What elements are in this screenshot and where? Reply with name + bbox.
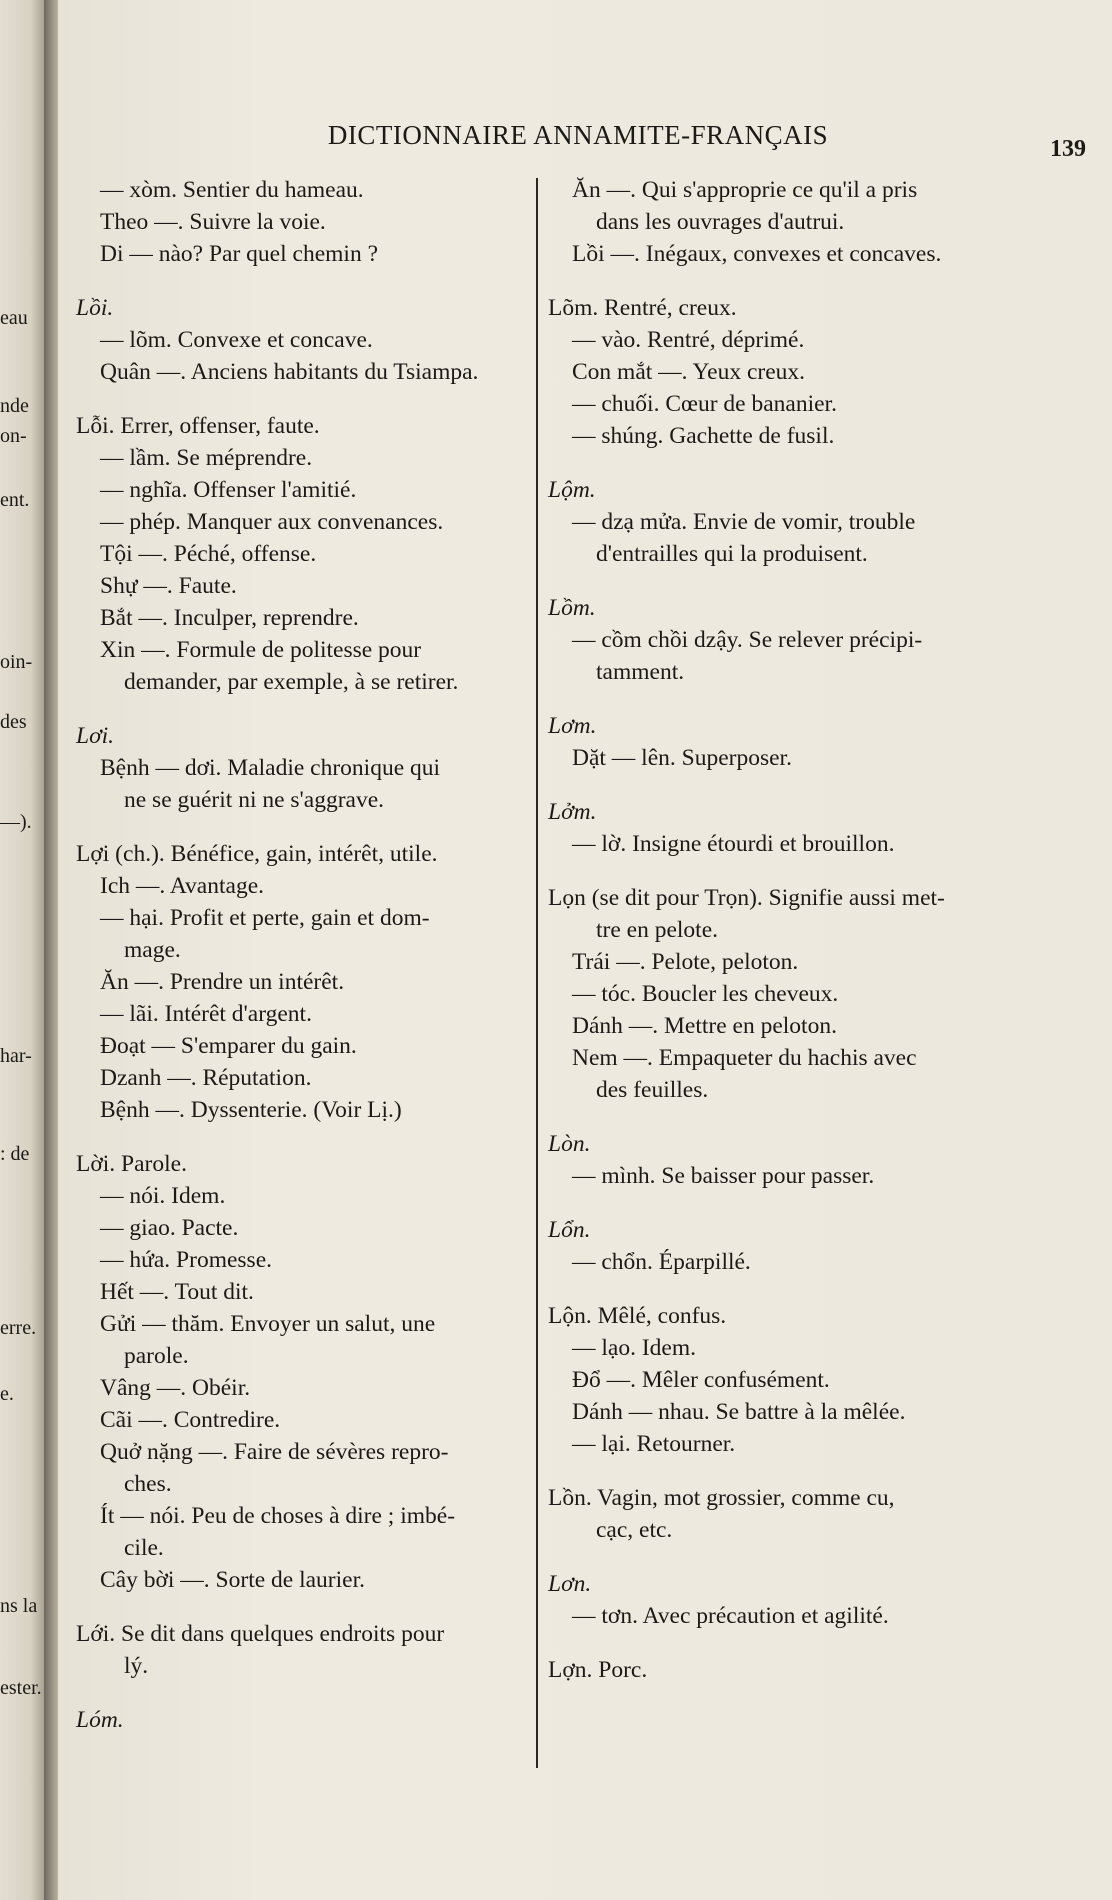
entry-line: Quở nặng —. Faire de sévères repro- <box>100 1439 449 1465</box>
entry-headword: Lọn (se dit pour Trọn). Signifie aussi met- <box>548 885 945 911</box>
dictionary-entry <box>76 1704 524 1736</box>
dictionary-entry <box>548 592 1073 688</box>
entry-line: — phép. Manquer aux convenances. <box>100 509 444 535</box>
entry-line: Di — nào? Par quel chemin ? <box>100 241 378 267</box>
dictionary-entry <box>548 1300 1073 1460</box>
entry-line: Theo —. Suivre la voie. <box>100 209 326 235</box>
entry-line: — lại. Retourner. <box>572 1431 736 1457</box>
left-page-fragment: ent. <box>0 489 30 511</box>
entry-line: — lãi. Intérêt d'argent. <box>100 1001 312 1027</box>
entry-line: — shúng. Gachette de fusil. <box>572 423 835 449</box>
dictionary-entry <box>548 796 1073 860</box>
entry-line: — xòm. Sentier du hameau. <box>100 177 364 203</box>
dictionary-entry <box>76 292 524 388</box>
entry-line: Đổ —. Mêler confusément. <box>572 1367 830 1393</box>
entry-line: — cồm chồi dzậy. Se relever précipi- <box>572 627 923 653</box>
dictionary-entry <box>548 1482 1073 1546</box>
entry-line-continued: ches. <box>124 1471 172 1497</box>
entry-headword: Lợn. Porc. <box>548 1657 648 1683</box>
entry-headword: Lợi (ch.). Bénéfice, gain, intérêt, utile. <box>76 841 438 867</box>
left-page-fragment: ester. <box>0 1677 42 1699</box>
dictionary-entry <box>548 1654 1073 1686</box>
left-page-edge <box>0 0 44 1900</box>
entry-line: — hại. Profit et perte, gain et dom- <box>100 905 430 931</box>
entry-line: Lồi —. Inégaux, convexes et concaves. <box>572 241 942 267</box>
entry-line: — tơn. Avec précaution et agilité. <box>572 1603 889 1629</box>
entry-line: Đoạt — S'emparer du gain. <box>100 1033 357 1059</box>
entry-headword: Lồi. <box>76 295 114 321</box>
dictionary-entry <box>548 292 1073 452</box>
entry-headword: Lộn. Mêlé, confus. <box>548 1303 727 1329</box>
entry-line: Bắt —. Inculper, reprendre. <box>100 605 359 631</box>
entry-line: Xin —. Formule de politesse pour <box>100 637 422 663</box>
dictionary-entry <box>76 1618 524 1682</box>
dictionary-entry <box>548 710 1073 774</box>
entry-line: — dzạ mửa. Envie de vomir, trouble <box>572 509 916 535</box>
entry-headword: Lơm. <box>548 713 597 739</box>
entry-headword: Lòn. <box>548 1131 591 1157</box>
entry-line-continued: parole. <box>124 1343 189 1369</box>
entry-line: Gửi — thăm. Envoyer un salut, une <box>100 1311 436 1337</box>
dictionary-entry <box>548 1568 1073 1632</box>
left-page-fragment: e. <box>0 1383 14 1405</box>
entry-line: Dzanh —. Réputation. <box>100 1065 312 1091</box>
entry-headword: Lởm. <box>548 799 597 825</box>
dictionary-entry <box>548 174 1073 270</box>
entry-line: Trái —. Pelote, peloton. <box>572 949 799 975</box>
dictionary-entry <box>76 838 524 1126</box>
entry-line: — nói. Idem. <box>100 1183 226 1209</box>
entry-line: Cãi —. Contredire. <box>100 1407 281 1433</box>
entry-line: Vâng —. Obéir. <box>100 1375 251 1401</box>
column-divider <box>536 178 538 1768</box>
left-page-fragment: ns la <box>0 1595 38 1617</box>
entry-line-continued: dans les ouvrages d'autrui. <box>596 209 845 235</box>
entry-line-continued: cạc, etc. <box>596 1517 673 1543</box>
entry-line-continued: des feuilles. <box>596 1077 709 1103</box>
left-page-fragment: —). <box>0 811 32 833</box>
dictionary-page <box>58 0 1112 1900</box>
entry-line-continued: ne se guérit ni ne s'aggrave. <box>124 787 385 813</box>
dictionary-entry <box>76 174 524 270</box>
dictionary-entry <box>548 474 1073 570</box>
entry-line: Shự —. Faute. <box>100 573 237 599</box>
entry-line: — mình. Se baisser pour passer. <box>572 1163 875 1189</box>
entry-line: Nem —. Empaqueter du hachis avec <box>572 1045 917 1071</box>
entry-line: — nghĩa. Offenser l'amitié. <box>100 477 357 503</box>
entry-line: Dặt — lên. Superposer. <box>572 745 792 771</box>
entry-line: Quân —. Anciens habitants du Tsiampa. <box>100 359 479 385</box>
book-gutter <box>44 0 58 1900</box>
entry-line-continued: tamment. <box>596 659 685 685</box>
entry-line: Ít — nói. Peu de choses à dire ; imbé- <box>100 1503 456 1529</box>
dictionary-entry <box>76 720 524 816</box>
entry-line-continued: mage. <box>124 937 181 963</box>
dictionary-entry <box>548 882 1073 1106</box>
entry-line-continued: tre en pelote. <box>596 917 719 943</box>
entry-line: — tóc. Boucler les cheveux. <box>572 981 839 1007</box>
entry-line-continued: demander, par exemple, à se retirer. <box>124 669 459 695</box>
entry-line-continued: d'entrailles qui la produisent. <box>596 541 868 567</box>
entry-line: Bệnh — dơi. Maladie chronique qui <box>100 755 441 781</box>
left-page-fragment: on- <box>0 425 27 447</box>
left-page-fragment: nde <box>0 395 29 417</box>
entry-line: — lạo. Idem. <box>572 1335 696 1361</box>
entry-headword: Lời. Parole. <box>76 1151 187 1177</box>
entry-line: — chuối. Cœur de bananier. <box>572 391 837 417</box>
left-page-fragment: eau <box>0 307 28 329</box>
entry-line: — lầm. Se méprendre. <box>100 445 313 471</box>
entry-line: — vào. Rentré, déprimé. <box>572 327 805 353</box>
entry-headword: Lỗi. Errer, offenser, faute. <box>76 413 320 439</box>
entry-line: — giao. Pacte. <box>100 1215 239 1241</box>
left-page-fragment: oin- <box>0 651 33 673</box>
dictionary-entry <box>76 410 524 698</box>
entry-line-continued: lý. <box>124 1653 149 1679</box>
entry-line: Ăn —. Qui s'approprie ce qu'il a pris <box>572 177 918 203</box>
entry-headword: Lóm. <box>76 1707 124 1733</box>
entry-line: Dánh — nhau. Se battre à la mêlée. <box>572 1399 906 1425</box>
entry-headword: Lộm. <box>548 477 596 503</box>
left-page-fragment: erre. <box>0 1317 37 1339</box>
running-head: DICTIONNAIRE ANNAMITE-FRANÇAIS <box>327 120 829 150</box>
left-page-fragment: har- <box>0 1045 32 1067</box>
entry-headword: Lồn. Vagin, mot grossier, comme cu, <box>548 1485 895 1511</box>
entry-line: — chổn. Éparpillé. <box>572 1249 751 1275</box>
entry-line: Tội —. Péché, offense. <box>100 541 317 567</box>
entry-headword: Lơi. <box>76 723 115 749</box>
entry-line: Ich —. Avantage. <box>100 873 265 899</box>
right-column <box>548 174 1073 1708</box>
left-page-fragment: : de <box>0 1143 30 1165</box>
entry-headword: Lơn. <box>548 1571 592 1597</box>
entry-line-continued: cile. <box>124 1535 164 1561</box>
entry-headword: Lồm. <box>548 595 596 621</box>
entry-line: Ăn —. Prendre un intérêt. <box>100 969 345 995</box>
page-number: 139 <box>1050 136 1086 162</box>
left-column <box>76 174 524 1758</box>
entry-line: Hết —. Tout dit. <box>100 1279 254 1305</box>
dictionary-entry <box>548 1128 1073 1192</box>
entry-headword: Lõm. Rentré, creux. <box>548 295 737 321</box>
entry-line: Bệnh —. Dyssenterie. (Voir Lị.) <box>100 1097 402 1123</box>
dictionary-entry <box>548 1214 1073 1278</box>
entry-line: Con mắt —. Yeux creux. <box>572 359 806 385</box>
entry-line: Dánh —. Mettre en peloton. <box>572 1013 837 1039</box>
entry-headword: Lới. Se dit dans quelques endroits pour <box>76 1621 445 1647</box>
entry-line: — lõm. Convexe et concave. <box>100 327 373 353</box>
entry-line: — hứa. Promesse. <box>100 1247 272 1273</box>
entry-line: — lờ. Insigne étourdi et brouillon. <box>572 831 895 857</box>
entry-line: Cây bời —. Sorte de laurier. <box>100 1567 365 1593</box>
left-page-fragment: des <box>0 711 27 733</box>
entry-headword: Lổn. <box>548 1217 591 1243</box>
dictionary-entry <box>76 1148 524 1596</box>
